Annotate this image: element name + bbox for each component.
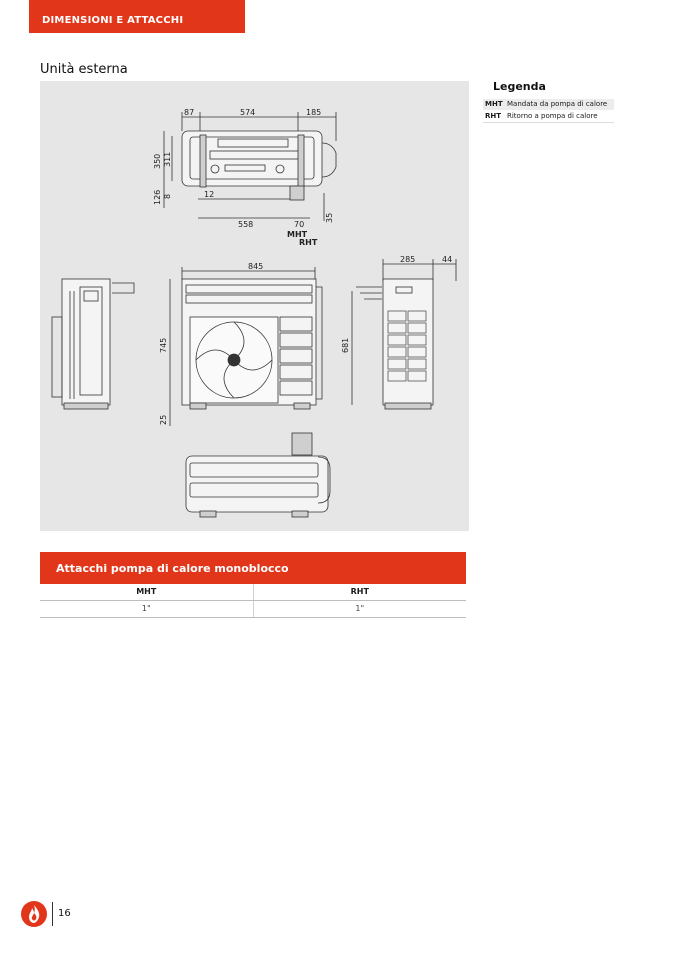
legend-code: MHT [485,100,503,108]
dim-745: 745 [159,337,168,353]
table-cell: 1" [40,601,254,617]
dim-12: 12 [204,190,215,199]
brand-flame-logo-icon [20,900,48,928]
dim-845: 845 [248,262,264,271]
dim-681: 681 [341,337,350,353]
legend-item [483,111,614,123]
top-view [153,108,336,247]
column-header: RHT [350,587,369,596]
connections-table [40,584,466,618]
dim-126: 126 [153,189,162,205]
right-side-view [341,255,456,409]
column-header: MHT [40,584,254,600]
dim-8: 8 [163,193,172,199]
dim-70: 70 [294,220,305,229]
dim-87: 87 [184,108,195,117]
section-header-label: DIMENSIONI E ATTACCHI [42,15,184,26]
front-view [159,262,322,426]
legend-code: RHT [485,112,502,120]
dim-558: 558 [238,220,254,229]
legend-title: Legenda [493,80,546,93]
dim-285: 285 [400,255,416,264]
technical-drawing [40,81,469,531]
label-rht: RHT [299,238,318,247]
table-cell: 1" [355,604,365,613]
table-header-row [40,584,466,601]
dim-44: 44 [442,255,453,264]
left-side-view [52,279,134,409]
dim-574: 574 [240,108,256,117]
page-number: 16 [58,908,71,919]
label-mht: MHT [287,230,308,239]
connections-table-title-bar [40,552,466,584]
bottom-view [186,433,330,517]
dim-185: 185 [306,108,322,117]
footer-divider [52,902,53,926]
legend-text: Mandata da pompa di calore [507,100,608,108]
dim-25: 25 [159,414,168,425]
section-header-tab [29,0,245,33]
connections-table-title: Attacchi pompa di calore monoblocco [56,562,289,575]
page-title: Unità esterna [40,62,128,77]
legend-text: Ritorno a pompa di calore [507,112,598,120]
table-row [40,601,466,618]
dim-311: 311 [163,151,172,167]
dim-35: 35 [325,212,334,223]
dim-350: 350 [153,153,162,169]
legend-item [483,99,614,110]
